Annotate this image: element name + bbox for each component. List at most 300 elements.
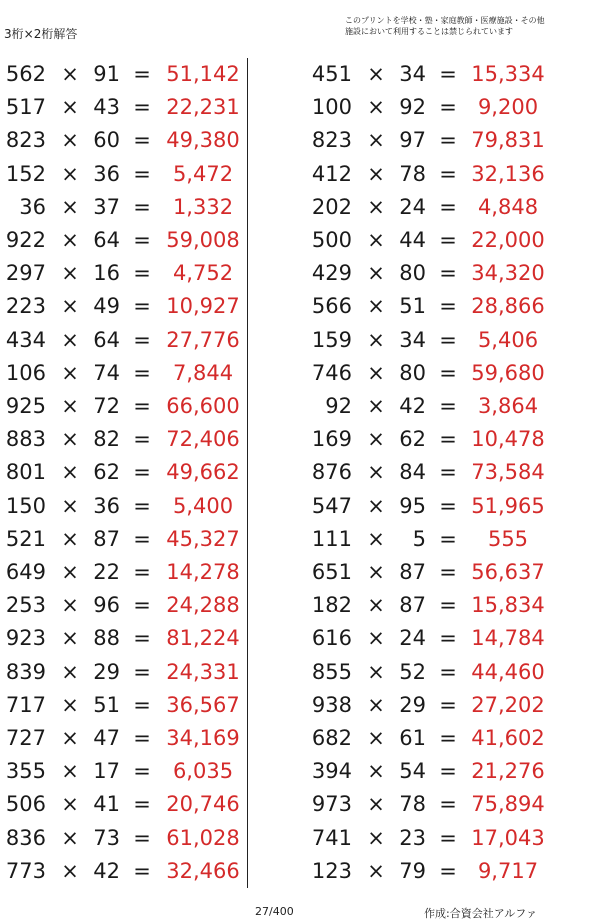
- times-sign: ×: [367, 792, 385, 817]
- answer: 32,466: [166, 858, 240, 883]
- answer: 4,752: [172, 261, 234, 286]
- answer: 59,680: [471, 360, 545, 385]
- answer: 21,276: [471, 759, 545, 784]
- multiplicand: 566: [311, 294, 352, 319]
- multiplicand: 717: [5, 692, 46, 717]
- problem-row: [300, 855, 600, 888]
- multiplier: 42: [399, 394, 426, 418]
- problem-row: [0, 290, 300, 323]
- times-sign: ×: [61, 792, 79, 817]
- equals-sign: =: [133, 560, 151, 584]
- multiplier: 78: [399, 161, 426, 186]
- times-sign: ×: [367, 128, 385, 153]
- multiplier: 29: [93, 659, 120, 684]
- answer: 44,460: [471, 659, 545, 684]
- problem-row: [300, 224, 600, 257]
- equals-sign: =: [439, 62, 457, 86]
- times-sign: ×: [61, 161, 79, 186]
- problem-row: [0, 490, 300, 523]
- problem-row: [300, 257, 600, 290]
- times-sign: ×: [367, 560, 385, 584]
- times-sign: ×: [367, 726, 385, 750]
- times-sign: ×: [61, 692, 79, 717]
- answer: 17,043: [471, 825, 545, 850]
- times-sign: ×: [367, 759, 385, 784]
- multiplicand: 682: [311, 726, 352, 750]
- answer: 59,008: [166, 228, 240, 252]
- problem-row: [0, 556, 300, 589]
- multiplicand: 922: [5, 228, 46, 252]
- equals-sign: =: [133, 493, 151, 518]
- problem-row: [0, 755, 300, 788]
- multiplicand: 823: [311, 128, 352, 153]
- multiplicand: 651: [311, 560, 352, 584]
- multiplicand: 355: [5, 759, 46, 784]
- times-sign: ×: [61, 759, 79, 784]
- multiplier: 60: [93, 128, 120, 153]
- multiplicand: 517: [5, 95, 46, 120]
- answer: 7,844: [172, 360, 234, 385]
- answer: 22,000: [471, 228, 545, 252]
- multiplicand: 36: [19, 194, 46, 219]
- multiplier: 95: [399, 493, 426, 518]
- multiplicand: 521: [5, 526, 46, 551]
- times-sign: ×: [61, 493, 79, 518]
- multiplicand: 801: [5, 460, 46, 485]
- equals-sign: =: [133, 194, 151, 219]
- multiplicand: 836: [5, 825, 46, 850]
- multiplier: 80: [399, 261, 426, 286]
- equals-sign: =: [439, 261, 457, 286]
- multiplicand: 649: [5, 560, 46, 584]
- equals-sign: =: [439, 128, 457, 153]
- multiplier: 22: [93, 560, 120, 584]
- multiplier: 84: [399, 460, 426, 485]
- answer: 10,927: [166, 294, 240, 319]
- author-credit: 作成:合資会社アルファ: [424, 907, 538, 920]
- answer: 9,200: [477, 95, 539, 120]
- times-sign: ×: [61, 593, 79, 618]
- problem-row: [300, 822, 600, 855]
- answer: 61,028: [166, 825, 240, 850]
- multiplicand: 394: [311, 759, 352, 784]
- multiplicand: 938: [311, 692, 352, 717]
- times-sign: ×: [367, 294, 385, 319]
- times-sign: ×: [367, 626, 385, 651]
- problem-row: [0, 58, 300, 91]
- equals-sign: =: [439, 95, 457, 120]
- problem-row: [0, 622, 300, 655]
- times-sign: ×: [61, 626, 79, 651]
- times-sign: ×: [61, 526, 79, 551]
- answer: 3,864: [477, 394, 539, 418]
- multiplicand: 741: [311, 825, 352, 850]
- answer: 6,035: [172, 759, 234, 784]
- equals-sign: =: [133, 792, 151, 817]
- problem-row: [300, 158, 600, 191]
- equals-sign: =: [439, 825, 457, 850]
- equals-sign: =: [133, 526, 151, 551]
- equals-sign: =: [439, 560, 457, 584]
- times-sign: ×: [61, 460, 79, 485]
- answer: 79,831: [471, 128, 545, 153]
- equals-sign: =: [439, 360, 457, 385]
- multiplicand: 973: [311, 792, 352, 817]
- multiplicand: 451: [311, 62, 352, 86]
- multiplicand: 434: [5, 327, 46, 352]
- problem-row: [0, 423, 300, 456]
- multiplier: 17: [93, 759, 120, 784]
- problem-row: [0, 656, 300, 689]
- multiplier: 54: [399, 759, 426, 784]
- problem-row: [0, 257, 300, 290]
- equals-sign: =: [439, 526, 457, 551]
- answer: 72,406: [166, 427, 240, 452]
- equals-sign: =: [439, 593, 457, 618]
- equals-sign: =: [439, 659, 457, 684]
- answer: 4,848: [477, 194, 539, 219]
- problem-row: [300, 722, 600, 755]
- times-sign: ×: [61, 327, 79, 352]
- problem-row: [0, 788, 300, 821]
- times-sign: ×: [367, 95, 385, 120]
- problem-row: [300, 91, 600, 124]
- multiplier: 36: [93, 161, 120, 186]
- times-sign: ×: [61, 726, 79, 750]
- problem-row: [0, 357, 300, 390]
- multiplicand: 150: [5, 493, 46, 518]
- problem-row: [300, 124, 600, 157]
- answer: 1,332: [172, 194, 234, 219]
- multiplier: 79: [399, 858, 426, 883]
- equals-sign: =: [439, 327, 457, 352]
- answer: 56,637: [471, 560, 545, 584]
- problem-row: [0, 158, 300, 191]
- equals-sign: =: [133, 759, 151, 784]
- multiplicand: 727: [5, 726, 46, 750]
- answer: 5,406: [477, 327, 539, 352]
- answer: 75,894: [471, 792, 545, 817]
- multiplier: 34: [399, 327, 426, 352]
- answer: 9,717: [477, 858, 539, 883]
- equals-sign: =: [133, 726, 151, 750]
- problem-row: [300, 490, 600, 523]
- answer: 10,478: [471, 427, 545, 452]
- answer: 14,784: [471, 626, 545, 651]
- times-sign: ×: [61, 858, 79, 883]
- multiplicand: 123: [311, 858, 352, 883]
- equals-sign: =: [133, 228, 151, 252]
- problem-row: [300, 58, 600, 91]
- problem-row: [300, 656, 600, 689]
- times-sign: ×: [61, 228, 79, 252]
- equals-sign: =: [439, 858, 457, 883]
- equals-sign: =: [439, 726, 457, 750]
- times-sign: ×: [61, 294, 79, 319]
- answer: 51,142: [166, 62, 240, 86]
- problem-row: [0, 523, 300, 556]
- multiplier: 43: [93, 95, 120, 120]
- problem-row: [300, 324, 600, 357]
- problem-row: [300, 622, 600, 655]
- times-sign: ×: [367, 825, 385, 850]
- multiplicand: 159: [311, 327, 352, 352]
- multiplier: 44: [399, 228, 426, 252]
- equals-sign: =: [133, 460, 151, 485]
- problem-row: [300, 589, 600, 622]
- equals-sign: =: [133, 394, 151, 418]
- multiplicand: 106: [5, 360, 46, 385]
- equals-sign: =: [133, 161, 151, 186]
- problem-row: [0, 589, 300, 622]
- multiplicand: 152: [5, 161, 46, 186]
- answer: 27,776: [166, 327, 240, 352]
- problem-row: [0, 822, 300, 855]
- equals-sign: =: [133, 360, 151, 385]
- times-sign: ×: [61, 128, 79, 153]
- times-sign: ×: [61, 360, 79, 385]
- equals-sign: =: [439, 692, 457, 717]
- times-sign: ×: [61, 95, 79, 120]
- equals-sign: =: [133, 261, 151, 286]
- times-sign: ×: [61, 261, 79, 286]
- answer: 28,866: [471, 294, 545, 319]
- answer: 5,400: [172, 493, 234, 518]
- multiplicand: 925: [5, 394, 46, 418]
- times-sign: ×: [367, 460, 385, 485]
- problem-row: [0, 390, 300, 423]
- equals-sign: =: [133, 825, 151, 850]
- usage-notice-line-2: 施設において利用することは禁じられています: [345, 27, 513, 36]
- times-sign: ×: [61, 659, 79, 684]
- problem-row: [0, 324, 300, 357]
- multiplicand: 547: [311, 493, 352, 518]
- times-sign: ×: [367, 526, 385, 551]
- page-number: 27/400: [255, 905, 294, 918]
- multiplicand: 182: [311, 593, 352, 618]
- multiplier: 49: [93, 294, 120, 319]
- usage-notice-line-1: このプリントを学校・塾・家庭教師・医療施設・その他: [345, 16, 545, 25]
- multiplicand: 429: [311, 261, 352, 286]
- multiplier: 88: [93, 626, 120, 651]
- times-sign: ×: [61, 427, 79, 452]
- equals-sign: =: [133, 659, 151, 684]
- multiplicand: 412: [311, 161, 352, 186]
- usage-notice: [345, 15, 545, 37]
- multiplicand: 202: [311, 194, 352, 219]
- multiplier: 16: [93, 261, 120, 286]
- multiplier: 37: [93, 194, 120, 219]
- times-sign: ×: [61, 62, 79, 86]
- times-sign: ×: [61, 560, 79, 584]
- multiplicand: 883: [5, 427, 46, 452]
- answer: 49,380: [166, 128, 240, 153]
- page-title: 3桁×2桁解答: [4, 27, 78, 41]
- multiplier: 42: [93, 858, 120, 883]
- multiplier: 62: [399, 427, 426, 452]
- multiplier: 34: [399, 62, 426, 86]
- column-divider: [247, 58, 248, 888]
- times-sign: ×: [367, 394, 385, 418]
- multiplicand: 253: [5, 593, 46, 618]
- times-sign: ×: [367, 858, 385, 883]
- multiplier: 24: [399, 194, 426, 219]
- multiplicand: 223: [5, 294, 46, 319]
- multiplier: 97: [399, 128, 426, 153]
- answer: 32,136: [471, 161, 545, 186]
- times-sign: ×: [367, 228, 385, 252]
- multiplier: 82: [93, 427, 120, 452]
- times-sign: ×: [367, 194, 385, 219]
- answer: 41,602: [471, 726, 545, 750]
- equals-sign: =: [439, 792, 457, 817]
- answer: 15,834: [471, 593, 545, 618]
- answer: 45,327: [166, 526, 240, 551]
- multiplier: 61: [399, 726, 426, 750]
- times-sign: ×: [367, 593, 385, 618]
- answer: 73,584: [471, 460, 545, 485]
- times-sign: ×: [367, 161, 385, 186]
- problem-row: [300, 290, 600, 323]
- answer: 27,202: [471, 692, 545, 717]
- multiplier: 92: [399, 95, 426, 120]
- equals-sign: =: [439, 460, 457, 485]
- times-sign: ×: [367, 62, 385, 86]
- answer: 22,231: [166, 95, 240, 120]
- problem-row: [300, 689, 600, 722]
- equals-sign: =: [133, 95, 151, 120]
- answer: 49,662: [166, 460, 240, 485]
- multiplier: 64: [93, 327, 120, 352]
- answer: 20,746: [166, 792, 240, 817]
- problem-row: [300, 456, 600, 489]
- answer: 51,965: [471, 493, 545, 518]
- problem-row: [0, 456, 300, 489]
- multiplier: 64: [93, 228, 120, 252]
- multiplier: 36: [93, 493, 120, 518]
- equals-sign: =: [133, 427, 151, 452]
- multiplicand: 92: [325, 394, 352, 418]
- answer: 34,169: [166, 726, 240, 750]
- multiplier: 62: [93, 460, 120, 485]
- answer: 15,334: [471, 62, 545, 86]
- multiplicand: 500: [311, 228, 352, 252]
- problem-row: [300, 523, 600, 556]
- times-sign: ×: [61, 194, 79, 219]
- equals-sign: =: [133, 626, 151, 651]
- answer: 14,278: [166, 560, 240, 584]
- multiplicand: 773: [5, 858, 46, 883]
- answer: 24,331: [166, 659, 240, 684]
- equals-sign: =: [133, 294, 151, 319]
- equals-sign: =: [439, 759, 457, 784]
- times-sign: ×: [61, 394, 79, 418]
- multiplicand: 616: [311, 626, 352, 651]
- problem-row: [0, 689, 300, 722]
- equals-sign: =: [439, 394, 457, 418]
- problem-row: [0, 224, 300, 257]
- problem-row: [300, 191, 600, 224]
- multiplier: 47: [93, 726, 120, 750]
- multiplier: 74: [93, 360, 120, 385]
- multiplicand: 169: [311, 427, 352, 452]
- times-sign: ×: [367, 692, 385, 717]
- equals-sign: =: [133, 858, 151, 883]
- multiplicand: 100: [311, 95, 352, 120]
- answer: 34,320: [471, 261, 545, 286]
- answer: 555: [487, 526, 529, 551]
- problem-row: [0, 191, 300, 224]
- problem-row: [300, 423, 600, 456]
- multiplicand: 855: [311, 659, 352, 684]
- equals-sign: =: [133, 692, 151, 717]
- multiplier: 72: [93, 394, 120, 418]
- multiplier: 91: [93, 62, 120, 86]
- multiplier: 41: [93, 792, 120, 817]
- multiplier: 87: [399, 593, 426, 618]
- equals-sign: =: [439, 294, 457, 319]
- problem-row: [300, 755, 600, 788]
- multiplier: 52: [399, 659, 426, 684]
- multiplier: 87: [399, 560, 426, 584]
- equals-sign: =: [439, 194, 457, 219]
- answer: 66,600: [166, 394, 240, 418]
- answer: 36,567: [166, 692, 240, 717]
- equals-sign: =: [439, 493, 457, 518]
- equals-sign: =: [439, 228, 457, 252]
- multiplicand: 746: [311, 360, 352, 385]
- problem-row: [300, 390, 600, 423]
- multiplicand: 876: [311, 460, 352, 485]
- equals-sign: =: [133, 128, 151, 153]
- multiplier: 73: [93, 825, 120, 850]
- times-sign: ×: [61, 825, 79, 850]
- answer: 24,288: [166, 593, 240, 618]
- multiplier: 87: [93, 526, 120, 551]
- equals-sign: =: [439, 626, 457, 651]
- equals-sign: =: [133, 593, 151, 618]
- multiplicand: 823: [5, 128, 46, 153]
- multiplier: 51: [93, 692, 120, 717]
- multiplier: 29: [399, 692, 426, 717]
- times-sign: ×: [367, 327, 385, 352]
- times-sign: ×: [367, 659, 385, 684]
- problem-row: [0, 722, 300, 755]
- multiplier: 5: [412, 526, 426, 551]
- multiplier: 96: [93, 593, 120, 618]
- problem-row: [300, 788, 600, 821]
- multiplier: 78: [399, 792, 426, 817]
- multiplicand: 506: [5, 792, 46, 817]
- problem-row: [0, 855, 300, 888]
- times-sign: ×: [367, 427, 385, 452]
- problem-row: [300, 556, 600, 589]
- equals-sign: =: [133, 62, 151, 86]
- equals-sign: =: [439, 161, 457, 186]
- answer: 5,472: [172, 161, 234, 186]
- problem-row: [0, 124, 300, 157]
- times-sign: ×: [367, 261, 385, 286]
- problem-row: [300, 357, 600, 390]
- multiplicand: 297: [5, 261, 46, 286]
- multiplier: 80: [399, 360, 426, 385]
- answer: 81,224: [166, 626, 240, 651]
- multiplier: 24: [399, 626, 426, 651]
- times-sign: ×: [367, 493, 385, 518]
- times-sign: ×: [367, 360, 385, 385]
- multiplier: 51: [399, 294, 426, 319]
- multiplicand: 839: [5, 659, 46, 684]
